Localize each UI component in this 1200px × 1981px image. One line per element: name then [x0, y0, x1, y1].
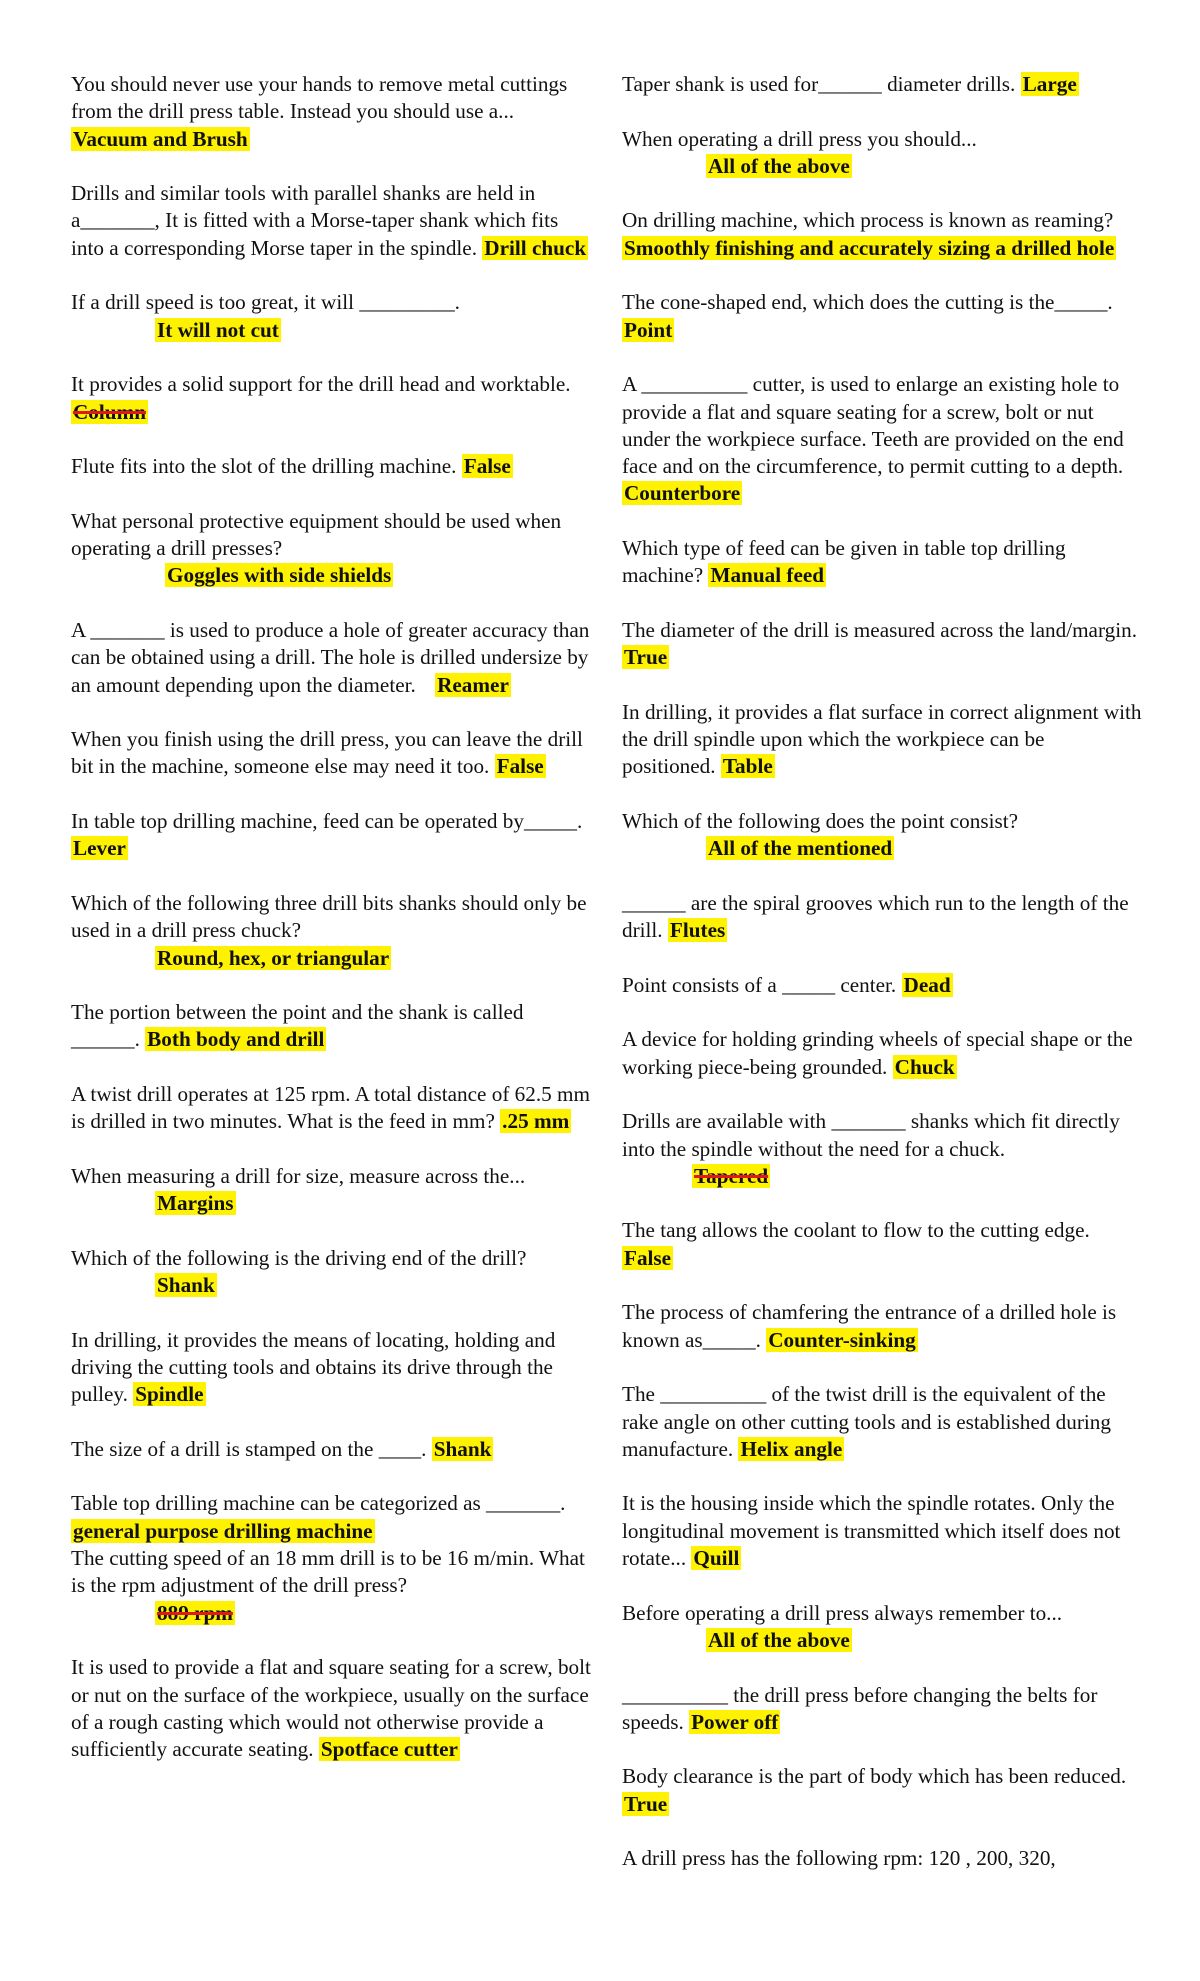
question-item: The process of chamfering the entrance of a drilled hole is known as_____. Counter-sinking	[622, 1300, 1117, 1352]
answer-highlight: Drill chuck	[484, 235, 587, 260]
answer-highlight: Power off	[691, 1709, 779, 1734]
answer-highlight: .25 mm	[502, 1109, 570, 1134]
answer-highlight: False	[463, 454, 511, 479]
answer-highlight: Goggles with side shields	[167, 563, 392, 588]
answer-crossed-out: Tapered	[694, 1163, 769, 1188]
answer-highlight: Chuck	[894, 1054, 955, 1079]
question-item: Flute fits into the slot of the drilling machine. False	[71, 454, 511, 479]
question-item: Which of the following three drill bits shanks should only be used in a drill press chuck? Round, hex, or triangular	[71, 890, 587, 970]
question-item: The __________ of the twist drill is the equivalent of the rake angle on other cutting tools and is established during manufacture. Helix angle	[622, 1382, 1111, 1461]
question-item: You should never use your hands to remove metal cuttings from the drill press table. Instead you should use a... Vacuum and Brush	[71, 72, 568, 151]
question-item: A device for holding grinding wheels of special shape or the working piece-being grounded. Chuck	[622, 1027, 1133, 1079]
answer-highlight: Helix angle	[740, 1436, 843, 1461]
answer-highlight: Vacuum and Brush	[73, 126, 248, 151]
question-item: __________ the drill press before changing the belts for speeds. Power off	[622, 1682, 1098, 1734]
answer-highlight: Point	[624, 317, 673, 342]
answer-highlight: Margins	[157, 1191, 234, 1216]
answer-highlight: All of the above	[708, 1627, 850, 1652]
answer-highlight: Spindle	[135, 1382, 204, 1407]
question-item: Body clearance is the part of body which has been reduced. True	[622, 1764, 1127, 1816]
question-item: Which type of feed can be given in table top drilling machine? Manual feed	[622, 536, 1066, 588]
answer-highlight: Both body and drill	[147, 1027, 325, 1052]
question-item: Table top drilling machine can be categorized as _______. general purpose drilling machine	[71, 1491, 566, 1543]
right-column	[622, 71, 1142, 1900]
question-item: The cone-shaped end, which does the cutting is the_____. Point	[622, 290, 1113, 342]
answer-highlight: general purpose drilling machine	[73, 1518, 373, 1543]
question-item: In drilling, it provides the means of locating, holding and driving the cutting tools and obtains its drive through the pulley. Spindle	[71, 1327, 556, 1407]
question-item: Drills are available with _______ shanks which fit directly into the spindle without the need for a chuck. Tapered	[622, 1109, 1120, 1188]
answer-highlight: True	[624, 1791, 668, 1816]
answer-highlight: Counterbore	[624, 481, 741, 506]
question-item: Which of the following does the point consist? All of the mentioned	[622, 809, 1019, 861]
question-item: Taper shank is used for______ diameter drills. Large	[622, 72, 1077, 96]
question-item: What personal protective equipment should be used when operating a drill presses? Goggles with side shields	[71, 508, 562, 588]
question-item: A __________ cutter, is used to enlarge an existing hole to provide a flat and square seating for a screw, bolt or nut under the workpiece surface. Teeth are provided on the end face and on the circumference, to permit cutting to a depth. Counterbore	[622, 372, 1124, 506]
answer-highlight: Shank	[157, 1273, 215, 1298]
answer-highlight: Shank	[433, 1436, 492, 1461]
question-item: Drills and similar tools with parallel shanks are held in a_______, It is fitted with a Morse-taper shank which fits into a corresponding Morse taper in the spindle. Drill chuck	[71, 181, 587, 260]
answer-highlight: Quill	[693, 1546, 740, 1571]
question-item: The portion between the point and the shank is called ______. Both body and drill	[71, 1000, 524, 1052]
question-item: The cutting speed of an 18 mm drill is to be 16 m/min. What is the rpm adjustment of the drill press? 889 rpm	[71, 1546, 585, 1625]
question-item: The diameter of the drill is measured across the land/margin. True	[622, 617, 1138, 670]
question-item: Point consists of a _____ center. Dead	[622, 972, 951, 997]
answer-crossed-out: Column	[73, 399, 146, 424]
question-item: The size of a drill is stamped on the ____. Shank	[71, 1436, 492, 1461]
answer-highlight: All of the mentioned	[708, 836, 893, 861]
answer-highlight: Large	[1022, 72, 1077, 96]
answer-highlight: Lever	[73, 836, 126, 861]
question-item: On drilling machine, which process is known as reaming? Smoothly finishing and accurately sizing a drilled hole	[622, 208, 1115, 260]
question-item: A drill press has the following rpm: 120 , 200, 320,	[622, 1846, 1056, 1871]
question-item: ______ are the spiral grooves which run to the length of the drill. Flutes	[622, 890, 1129, 943]
left-column	[71, 71, 591, 1791]
answer-highlight: It will not cut	[157, 317, 279, 342]
question-item: When you finish using the drill press, you can leave the drill bit in the machine, someone else may need it too. False	[71, 727, 583, 779]
answer-highlight: False	[496, 754, 544, 779]
answer-highlight: Table	[722, 754, 773, 779]
answer-highlight: False	[624, 1245, 672, 1270]
answer-highlight: Spotface cutter	[320, 1737, 458, 1762]
question-item: In drilling, it provides a flat surface in correct alignment with the drill spindle upon which the workpiece can be positioned. Table	[622, 699, 1142, 779]
answer-highlight: Counter-sinking	[768, 1327, 916, 1352]
answer-highlight: All of the above	[708, 153, 850, 178]
question-item: Before operating a drill press always remember to... All of the above	[622, 1600, 1063, 1652]
answer-highlight: Flutes	[669, 918, 726, 943]
question-item: A _______ is used to produce a hole of greater accuracy than can be obtained using a drill. The hole is drilled undersize by an amount depending upon the diameter. Reamer	[71, 617, 590, 697]
answer-highlight: Round, hex, or triangular	[157, 945, 390, 970]
answer-highlight: Dead	[903, 972, 951, 997]
question-item: The tang allows the coolant to flow to the cutting edge. False	[622, 1218, 1090, 1270]
answer-crossed-out: 889 rpm	[157, 1600, 233, 1625]
question-item: It is the housing inside which the spindle rotates. Only the longitudinal movement is transmitted which itself does not rotate... Quill	[622, 1491, 1121, 1571]
question-item: If a drill speed is too great, it will _________. It will not cut	[71, 290, 460, 342]
question-item: Which of the following is the driving end of the drill? Shank	[71, 1245, 527, 1298]
answer-highlight: Smoothly finishing and accurately sizing a drilled hole	[624, 235, 1115, 260]
answer-highlight: Manual feed	[710, 563, 825, 588]
question-item: It is used to provide a flat and square seating for a screw, bolt or nut on the surface of the workpiece, usually on the surface of a rough casting which would not otherwise provide a sufficiently accurate seating. Spotface cutter	[71, 1655, 591, 1762]
answer-highlight: Reamer	[437, 672, 509, 697]
question-item: When operating a drill press you should... All of the above	[622, 126, 977, 178]
question-item: When measuring a drill for size, measure across the... Margins	[71, 1163, 526, 1216]
answer-highlight: True	[624, 645, 668, 670]
question-item: It provides a solid support for the drill head and worktable. Column	[71, 372, 571, 424]
question-item: In table top drilling machine, feed can be operated by_____. Lever	[71, 809, 583, 861]
question-item: A twist drill operates at 125 rpm. A total distance of 62.5 mm is drilled in two minutes. What is the feed in mm? .25 mm	[71, 1081, 591, 1134]
